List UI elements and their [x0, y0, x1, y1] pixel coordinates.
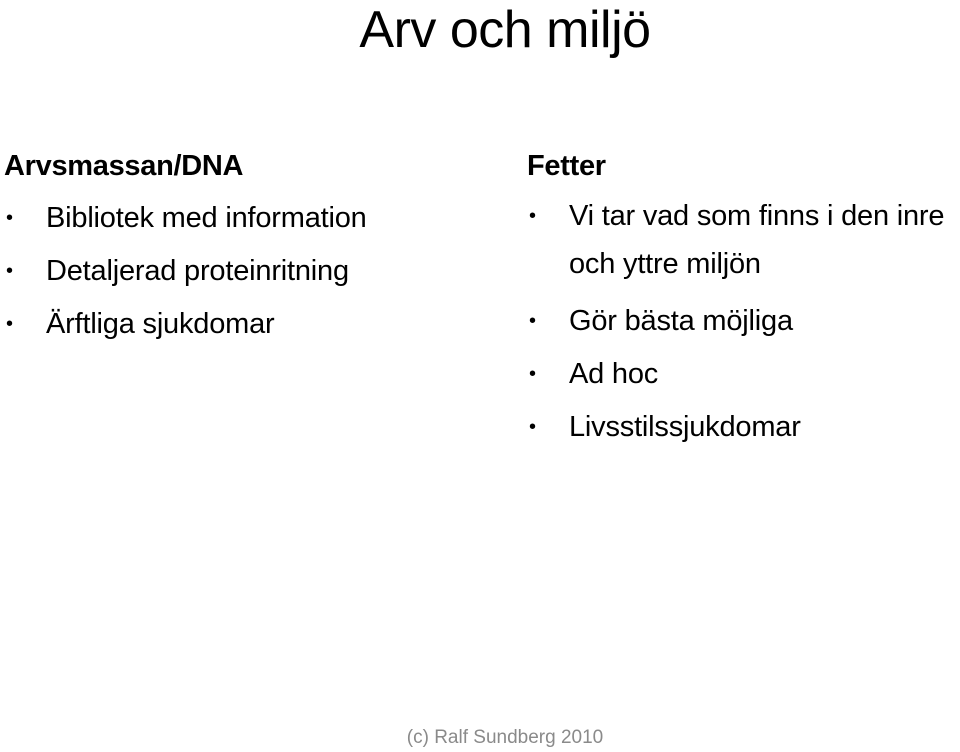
- list-item: [4, 245, 474, 298]
- list-item-text: Bibliotek med information: [46, 202, 367, 234]
- left-column: [4, 146, 474, 351]
- list-item-text: Vi tar vad som finns i den inre och yttre miljön: [569, 200, 945, 280]
- list-item: [527, 295, 957, 348]
- list-item: [527, 192, 957, 288]
- list-item-text: Livsstilssjukdomar: [569, 411, 801, 443]
- bullet-icon: •: [6, 207, 13, 229]
- bullet-icon: •: [529, 363, 536, 385]
- right-column: [527, 146, 957, 454]
- list-item: [527, 401, 957, 454]
- list-item: [527, 348, 957, 401]
- footer-copyright: (c) Ralf Sundberg 2010: [406, 727, 604, 748]
- list-item-text: Ad hoc: [569, 358, 659, 390]
- bullet-icon: •: [529, 310, 536, 332]
- bullet-icon: •: [6, 260, 13, 282]
- bullet-icon: •: [529, 416, 536, 438]
- right-bullet-list: [527, 192, 957, 454]
- list-item: [4, 192, 474, 245]
- bullet-icon: •: [6, 313, 13, 335]
- list-item-text: Gör bästa möjliga: [569, 305, 793, 337]
- list-item: [4, 298, 474, 351]
- left-column-heading: Arvsmassan/DNA: [4, 150, 244, 182]
- right-column-heading: Fetter: [527, 150, 606, 182]
- list-item-text: Detaljerad proteinritning: [46, 255, 349, 287]
- bullet-icon: •: [529, 205, 536, 227]
- slide-title: Arv och miljö: [359, 1, 651, 59]
- list-item-text: Ärftliga sjukdomar: [46, 308, 275, 340]
- left-bullet-list: [4, 192, 474, 351]
